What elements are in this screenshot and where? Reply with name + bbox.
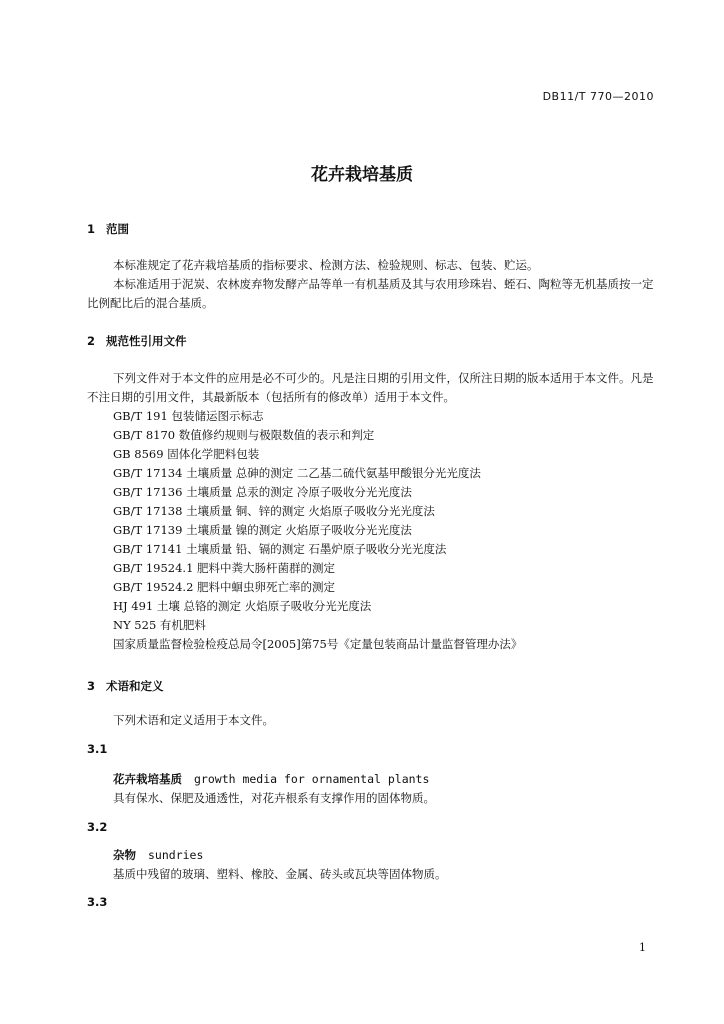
reference-item: GB 8569 固体化学肥料包装	[113, 447, 260, 461]
section-2-heading	[87, 333, 187, 349]
term-name-zh: 花卉栽培基质	[113, 772, 182, 786]
scope-paragraph: 本标准适用于泥炭、农林废弃物发酵产品等单一有机基质及其与农用珍珠岩、蛭石、陶粒等无机基质按一定比例配比后的混合基质。	[87, 277, 654, 310]
reference-item: GB/T 17141 土壤质量 铅、镉的测定 石墨炉原子吸收分光光度法	[113, 542, 447, 556]
section-3-heading	[87, 678, 164, 694]
reference-item: GB/T 17134 土壤质量 总砷的测定 二乙基二硫代氨基甲酸银分光光度法	[113, 466, 481, 480]
reference-item: GB/T 19524.1 肥料中粪大肠杆菌群的测定	[113, 561, 336, 575]
terms-intro: 下列术语和定义适用于本文件。	[113, 713, 274, 727]
term-name	[113, 847, 203, 863]
term-definition: 具有保水、保肥及通透性，对花卉根系有支撑作用的固体物质。	[113, 791, 435, 805]
section-number: 2	[87, 334, 96, 348]
term-name-zh: 杂物	[113, 848, 136, 862]
references-intro: 下列文件对于本文件的应用是必不可少的。凡是注日期的引用文件，仅所注日期的版本适用于本文件。凡是不注日期的引用文件，其最新版本（包括所有的修改单）适用于本文件。	[87, 371, 654, 404]
page-number: 1	[639, 941, 646, 954]
reference-item: GB/T 19524.2 肥料中蛔虫卵死亡率的测定	[113, 580, 336, 594]
reference-item: GB/T 8170 数值修约规则与极限数值的表示和判定	[113, 428, 375, 442]
reference-item: GB/T 17136 土壤质量 总汞的测定 冷原子吸收分光光度法	[113, 485, 412, 499]
reference-item: NY 525 有机肥料	[113, 618, 206, 632]
section-title: 术语和定义	[106, 679, 164, 693]
reference-item: GB/T 191 包装储运图示标志	[113, 409, 264, 423]
scope-paragraph: 本标准规定了花卉栽培基质的指标要求、检测方法、检验规则、标志、包装、贮运。	[113, 258, 539, 272]
reference-item: HJ 491 土壤 总铬的测定 火焰原子吸收分光光度法	[113, 599, 372, 613]
reference-item: GB/T 17139 土壤质量 镍的测定 火焰原子吸收分光光度法	[113, 523, 412, 537]
document-code: DB11/T 770—2010	[542, 90, 654, 103]
reference-item: 国家质量监督检验检疫总局令[2005]第75号《定量包装商品计量监督管理办法》	[113, 637, 523, 651]
document-title: 花卉栽培基质	[311, 165, 413, 185]
term-name	[113, 771, 429, 787]
section-title: 范围	[106, 222, 129, 236]
term-number: 3.1	[87, 742, 108, 756]
term-definition: 基质中残留的玻璃、塑料、橡胶、金属、砖头或瓦块等固体物质。	[113, 867, 447, 881]
section-number: 3	[87, 679, 96, 693]
section-title: 规范性引用文件	[106, 334, 187, 348]
section-number: 1	[87, 222, 96, 236]
term-name-en: growth media for ornamental plants	[194, 772, 430, 786]
reference-item: GB/T 17138 土壤质量 铜、锌的测定 火焰原子吸收分光光度法	[113, 504, 435, 518]
term-name-en: sundries	[148, 848, 204, 862]
term-number: 3.2	[87, 820, 108, 834]
term-number: 3.3	[87, 895, 108, 909]
section-1-heading	[87, 221, 129, 237]
